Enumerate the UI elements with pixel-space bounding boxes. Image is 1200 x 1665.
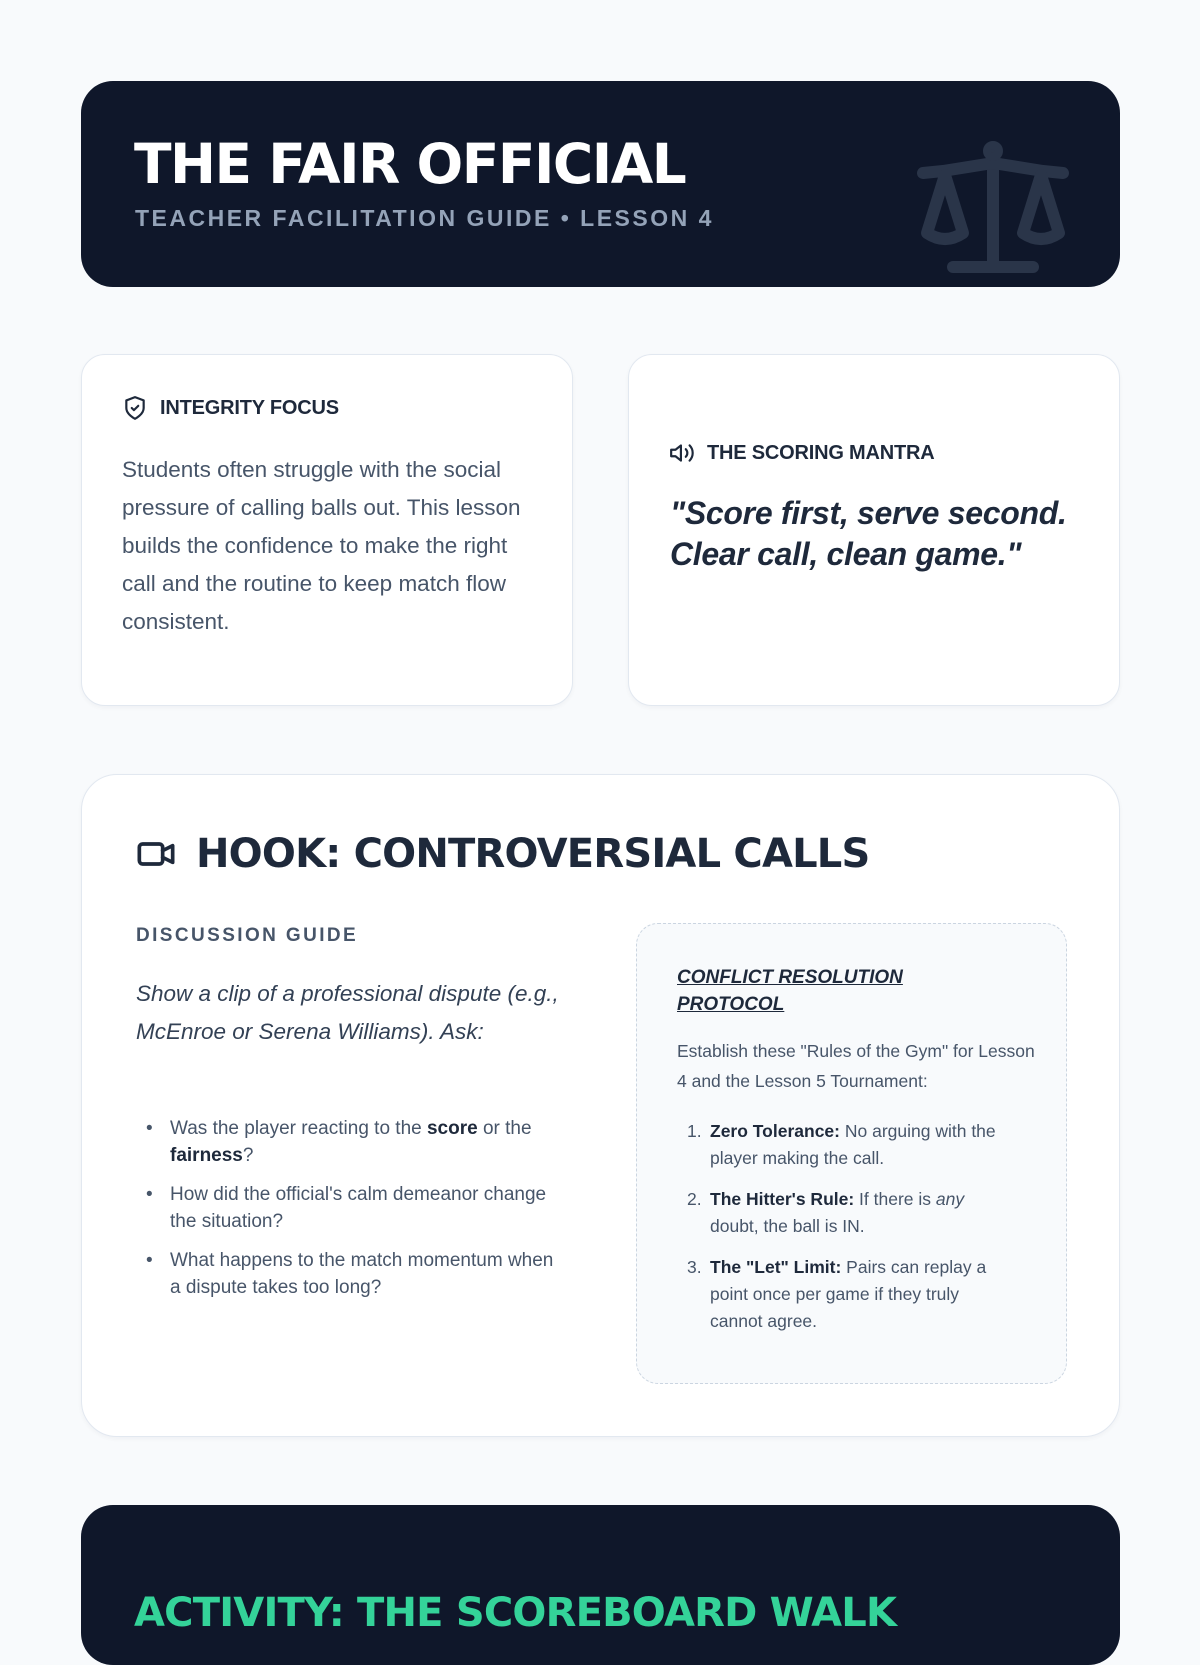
activity-title: ACTIVITY: THE SCOREBOARD WALK [134, 1590, 897, 1636]
video-camera-icon [136, 834, 176, 874]
integrity-focus-card [81, 354, 573, 706]
conflict-resolution-box [636, 923, 1067, 1384]
discussion-guide-label: DISCUSSION GUIDE [136, 925, 359, 946]
list-item: 3. The "Let" Limit: Pairs can replay a point once per game if they truly cannot agree. [687, 1257, 987, 1331]
list-item: 1. Zero Tolerance: No arguing with the player making the call. [687, 1121, 996, 1168]
header-banner [81, 81, 1120, 287]
list-item: • How did the official's calm demeanor change the situation? [146, 1181, 556, 1235]
list-item: 2. The Hitter's Rule: If there is any doubt, the ball is IN. [687, 1189, 965, 1236]
integrity-focus-label: INTEGRITY FOCUS [160, 396, 339, 419]
scoring-mantra-card [628, 354, 1120, 706]
protocol-rules [677, 1118, 997, 1349]
list-item: • Was the player reacting to the score or the fairness? [146, 1115, 556, 1169]
integrity-focus-text: Students often struggle with the social pressure of calling balls out. This lesson builds the confidence to make the right call and the routine to keep match flow consistent. [122, 457, 521, 634]
speaker-icon [669, 440, 695, 466]
scale-icon [913, 141, 1073, 281]
scoring-mantra-label: THE SCORING MANTRA [707, 441, 935, 464]
list-item: • What happens to the match momentum when a dispute takes too long? [146, 1247, 556, 1301]
hook-title: HOOK: CONTROVERSIAL CALLS [196, 831, 870, 877]
discussion-questions [146, 1115, 556, 1313]
scoring-mantra-heading [669, 440, 935, 466]
discussion-intro: Show a clip of a professional dispute (e.g., McEnroe or Serena Williams). Ask: [136, 981, 559, 1044]
hook-heading [136, 831, 870, 877]
page-title: THE FAIR OFFICIAL [134, 132, 686, 196]
page-subtitle: TEACHER FACILITATION GUIDE • LESSON 4 [135, 205, 714, 231]
integrity-focus-heading [122, 395, 339, 421]
scoring-mantra-quote: "Score first, serve second. Clear call, clean game." [670, 495, 1067, 572]
shield-check-icon [122, 395, 148, 421]
protocol-title: CONFLICT RESOLUTION PROTOCOL [677, 967, 903, 1015]
hook-section [81, 774, 1120, 1437]
protocol-intro: Establish these "Rules of the Gym" for Lesson 4 and the Lesson 5 Tournament: [677, 1041, 1035, 1091]
activity-section [81, 1505, 1120, 1665]
